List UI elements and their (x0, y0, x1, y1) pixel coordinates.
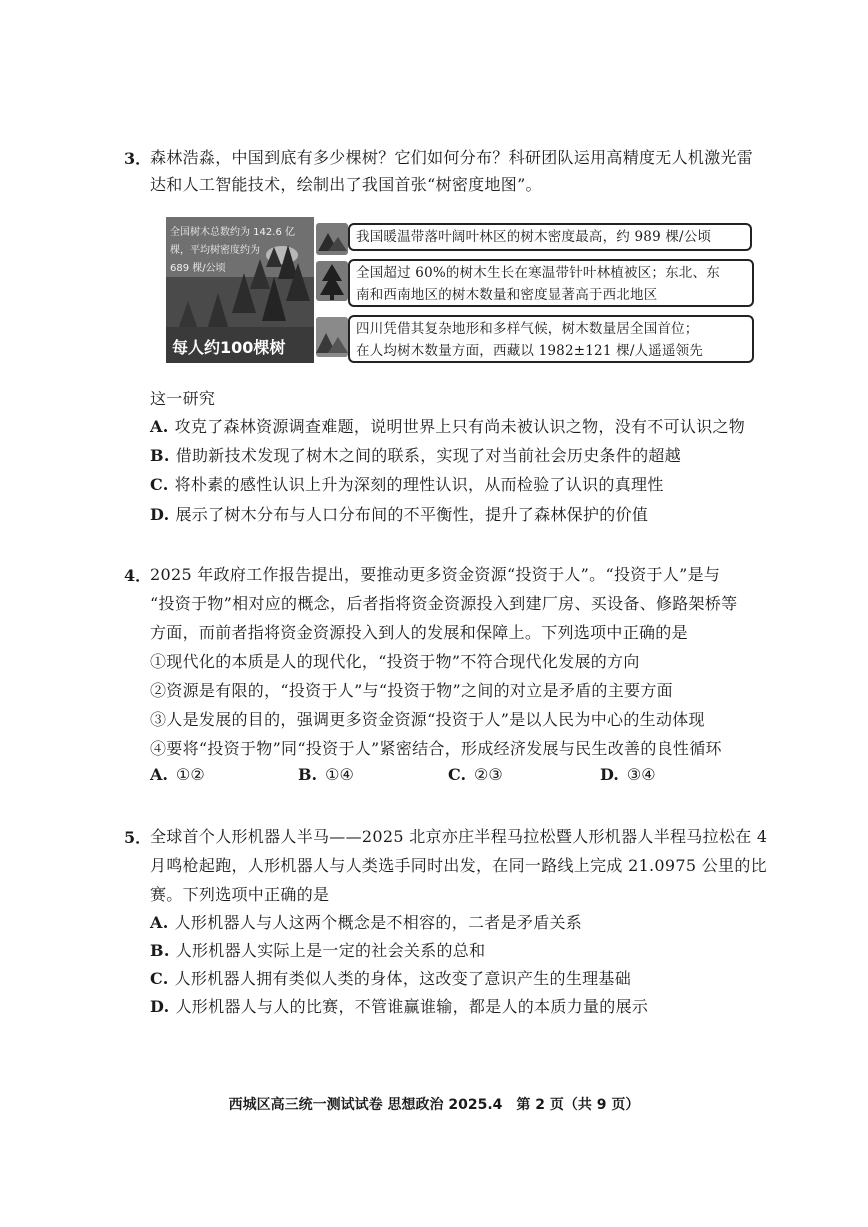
fact-box-2 (348, 259, 754, 307)
question-3-lead: 这一研究 (150, 389, 216, 408)
question-4-stem-line-1: 2025 年政府工作报告提出，要推动更多资金资源“投资于人”。“投资于人”是与 (150, 565, 721, 584)
fact-box-1 (348, 223, 752, 251)
photo-caption: 每人约100棵树 (172, 338, 286, 357)
choice-text: ①② (175, 765, 205, 784)
question-4-statement-3: ③人是发展的目的，强调更多资金资源“投资于人”是以人民为中心的生动体现 (150, 710, 705, 729)
question-3-option-d[interactable] (150, 502, 648, 525)
choice-label: A. (150, 765, 168, 784)
option-text: 人形机器人与人的比赛，不管谁赢谁输，都是人的本质力量的展示 (175, 997, 649, 1016)
question-3-option-c[interactable] (150, 472, 664, 495)
photo-text-line-1: 全国树木总数约为 142.6 亿 (170, 227, 295, 238)
question-4-choice-d[interactable] (600, 765, 656, 784)
question-4-statement-2: ②资源是有限的，“投资于人”与“投资于物”之间的对立是矛盾的主要方面 (150, 681, 673, 700)
option-text: 展示了树木分布与人口分布间的不平衡性，提升了森林保护的价值 (175, 505, 649, 524)
question-3-number: 3． (124, 149, 152, 168)
pine-tree-icon (316, 261, 348, 301)
question-3-stem-line-2: 达和人工智能技术，绘制出了我国首张“树密度地图”。 (150, 175, 542, 194)
question-5-option-b[interactable] (150, 938, 485, 961)
choice-label: D. (600, 765, 619, 784)
question-4-choice-c[interactable] (448, 765, 503, 784)
question-4-stem-line-3: 方面，而前者指将资金资源投入到人的发展和保障上。下列选项中正确的是 (150, 623, 688, 642)
choice-text: ③④ (626, 765, 656, 784)
question-5-stem-line-2: 月鸣枪起跑，人形机器人与人类选手同时出发，在同一路线上完成 21.0975 公里的比 (150, 856, 767, 875)
option-label: A. (150, 913, 169, 932)
choice-text: ①④ (325, 765, 354, 784)
option-text: 人形机器人与人这两个概念是不相容的，二者是矛盾关系 (174, 913, 583, 932)
option-label: D. (150, 997, 170, 1016)
question-4-number: 4． (124, 566, 152, 585)
option-label: C. (150, 969, 169, 988)
question-3-option-b[interactable] (150, 443, 681, 466)
photo-text-line-3: 689 棵/公顷 (170, 263, 226, 274)
option-text: 人形机器人拥有类似人类的身体，这改变了意识产生的生理基础 (174, 969, 632, 988)
option-label: B. (150, 446, 170, 465)
forest-photo (166, 217, 314, 363)
question-5-option-d[interactable] (150, 994, 648, 1017)
question-5-option-c[interactable] (150, 966, 631, 989)
question-4-stem-line-2: “投资于物”相对应的概念，后者指将资金资源投入到建厂房、买设备、修路架桥等 (150, 594, 738, 613)
option-label: D. (150, 505, 170, 524)
page-footer: 西城区高三统一测试试卷 思想政治 2025.4 第 2 页（共 9 页） (228, 1097, 640, 1113)
question-3-stem-line-1: 森林浩淼，中国到底有多少棵树？它们如何分布？科研团队运用高精度无人机激光雷 (150, 148, 754, 167)
question-5-number: 5． (124, 828, 152, 847)
fact-box-3 (348, 315, 754, 363)
photo-text-line-2: 棵，平均树密度约为 (170, 245, 260, 256)
question-4-statement-4: ④要将“投资于物”同“投资于人”紧密结合，形成经济发展与民生改善的良性循环 (150, 739, 722, 758)
option-text: 借助新技术发现了树木之间的联系，实现了对当前社会历史条件的超越 (175, 446, 682, 465)
question-4-choice-b[interactable] (298, 765, 354, 784)
fact-2-line-1: 全国超过 60%的树木生长在寒温带针叶林植被区；东北、东 (356, 265, 720, 281)
fact-1-line-1: 我国暖温带落叶阔叶林区的树木密度最高，约 989 棵/公顷 (356, 229, 712, 245)
question-4-choice-a[interactable] (150, 765, 205, 784)
option-label: C. (150, 475, 169, 494)
question-5-option-a[interactable] (150, 910, 582, 933)
fact-3-line-1: 四川凭借其复杂地形和多样气候，树木数量居全国首位； (356, 321, 699, 337)
option-text: 攻克了森林资源调查难题，说明世界上只有尚未被认识之物，没有不可认识之物 (174, 417, 746, 436)
tree-density-figure (166, 217, 758, 367)
question-5-stem-line-3: 赛。下列选项中正确的是 (150, 885, 330, 904)
option-label: B. (150, 941, 170, 960)
option-label: A. (150, 417, 169, 436)
mountain-forest-icon (316, 223, 348, 255)
fact-2-line-2: 南和西南地区的树木数量和密度显著高于西北地区 (356, 287, 658, 303)
choice-label: C. (448, 765, 467, 784)
landscape-icon (316, 317, 348, 357)
question-5-stem-line-1: 全球首个人形机器人半马——2025 北京亦庄半程马拉松暨人形机器人半程马拉松在 4 (150, 827, 768, 846)
choice-label: B. (298, 765, 318, 784)
option-text: 将朴素的感性认识上升为深刻的理性认识，从而检验了认识的真理性 (174, 475, 664, 494)
option-text: 人形机器人实际上是一定的社会关系的总和 (175, 941, 486, 960)
fact-3-line-2: 在人均树木数量方面，西藏以 1982±121 棵/人遥遥领先 (356, 343, 704, 359)
choice-text: ②③ (474, 765, 503, 784)
question-4-statement-1: ①现代化的本质是人的现代化，“投资于物”不符合现代化发展的方向 (150, 652, 640, 671)
question-3-option-a[interactable] (150, 414, 745, 437)
